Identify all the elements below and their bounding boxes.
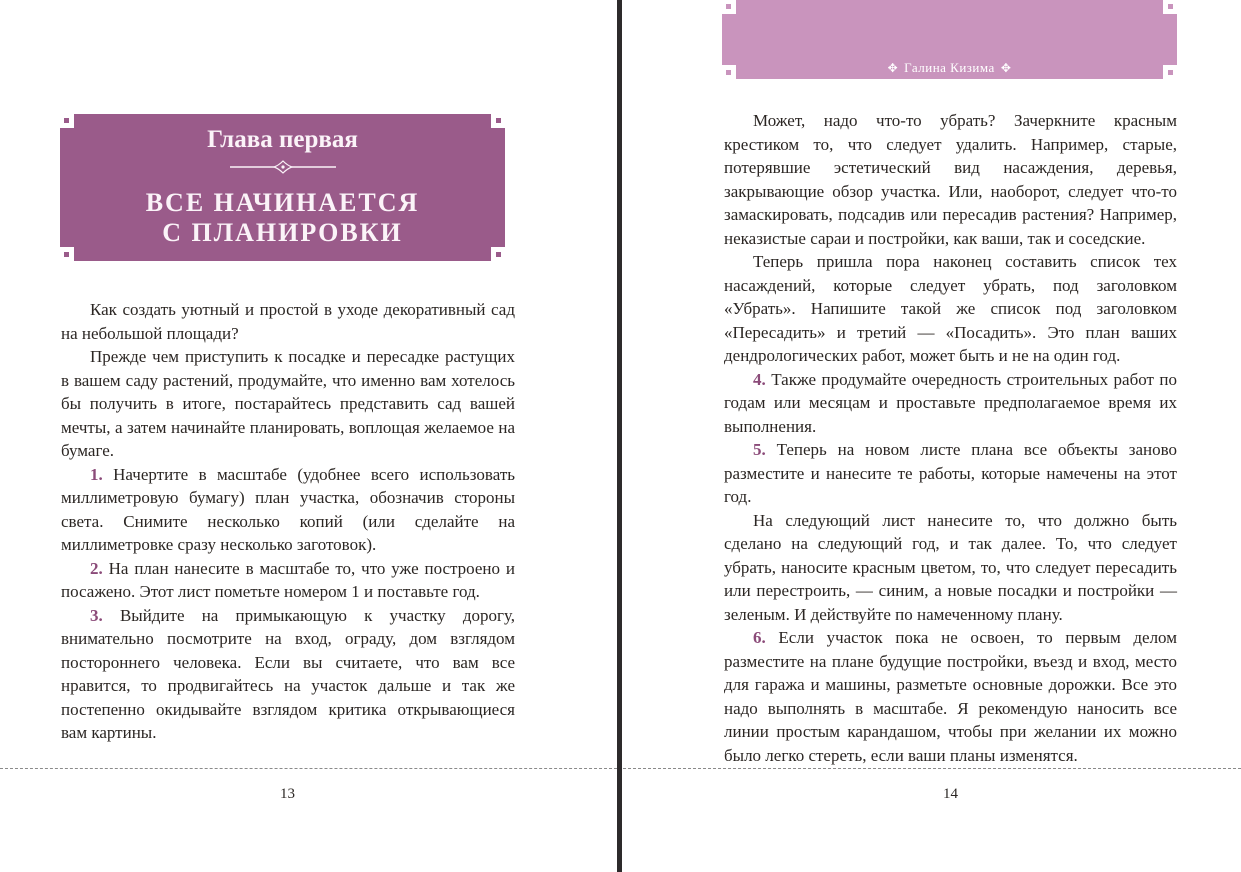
paragraph-text: Теперь на новом листе плана все объекты заново разместите и нанесите те работы, которые намечены на этот год. <box>724 440 1178 506</box>
page-number: 13 <box>280 786 295 802</box>
numbered-paragraph <box>61 557 515 604</box>
numbered-paragraph <box>724 368 1177 439</box>
step-number: 4. <box>753 369 766 389</box>
paragraph-text: Как создать уютный и простой в уходе декоративный сад на небольшой площади? <box>61 300 515 343</box>
numbered-paragraph <box>724 438 1177 509</box>
page-number: 14 <box>943 786 958 802</box>
fleuron-icon: ✥ <box>887 61 899 75</box>
paragraph-text: Теперь пришла пора наконец составить список тех насаждений, которые следует убрать, под заголовком «Убрать». Напишите такой же список под заголовком «Пересадить» и третий — «Посадить». Это план ваших дендрологических работ, может быть и не на один год. <box>724 252 1177 365</box>
paragraph-text: Начертите в масштабе (удобнее всего использовать миллиметровую бумагу) план участка, обозначив стороны света. Снимите несколько копий (или сделайте на миллиметровке сразу несколько заготовок). <box>61 464 516 554</box>
left-page <box>0 0 617 872</box>
step-number: 1. <box>90 464 103 484</box>
paragraph-text: Может, надо что-то убрать? Зачеркните красным крестиком то, что следует удалить. Например, старые, потерявшие эстетический вид насаждения, деревья, закрывающие обзор участка. Или, наоборот, следует что-то замаскировать, подсадив или пересадив растения? Например, неказистые сараи и постройки, как ваши, так и соседские. <box>724 111 1177 248</box>
right-page <box>623 0 1241 872</box>
numbered-paragraph <box>724 626 1177 767</box>
fleuron-icon: ✥ <box>1000 61 1012 75</box>
paragraph-text: Выйдите на примыкающую к участку дорогу, внимательно посмотрите на вход, ограду, дом взглядом постороннего человека. Если вы считаете, что вам все нравится, то продвигайтесь на участок дальше и так же постепенно окидывайте взглядом критика открывающиеся вам картины. <box>61 605 516 742</box>
numbered-paragraph <box>61 463 515 557</box>
book-spine <box>617 0 622 872</box>
running-head-band <box>722 0 1177 79</box>
numbered-paragraph <box>61 604 515 745</box>
step-number: 2. <box>90 558 103 578</box>
right-page-body-text <box>724 109 1177 767</box>
chapter-title <box>60 188 505 248</box>
chapter-label: Глава первая <box>207 126 358 153</box>
step-number: 3. <box>90 605 103 625</box>
step-number: 5. <box>753 440 766 459</box>
step-number: 6. <box>753 628 766 647</box>
paragraph-text: На план нанесите в масштабе то, что уже построено и посажено. Этот лист пометьте номером 1 и поставьте год. <box>61 558 515 601</box>
paragraph-text: Также продумайте очередность строительных работ по годам или месяцам и проставьте предполагаемое время их выполнения. <box>724 369 1178 436</box>
paragraph-text: Если участок пока не освоен, то первым делом разместите на плане будущие постройки, въезд и вход, место для гаража и машины, разметьте основные дорожки. Все это надо выполнять в масштабе. Я рекомендую наносить все линии простым карандашом, чтобы при желании их можно было легко стереть, если ваши планы изменятся. <box>724 628 1177 765</box>
paragraph <box>724 509 1177 627</box>
ornament-divider-icon <box>230 160 336 174</box>
paragraph <box>724 109 1177 250</box>
chapter-heading-box <box>60 114 505 261</box>
footer-dashed-rule <box>623 768 1241 769</box>
left-page-body-text <box>61 298 515 745</box>
paragraph-text: Прежде чем приступить к посадке и пересадке растущих в вашем саду растений, продумайте, что именно вам хотелось бы получить в итоге, постарайтесь представить сад вашей мечты, а затем начинайте планировать, воплощая желаемое на бумаге. <box>61 347 515 460</box>
paragraph <box>61 298 515 345</box>
chapter-title-line-1: ВСЕ НАЧИНАЕТСЯ <box>145 188 420 217</box>
paragraph <box>724 250 1177 368</box>
author-name: Галина Кизима <box>904 60 995 75</box>
running-head <box>722 60 1177 76</box>
footer-dashed-rule <box>0 768 617 769</box>
paragraph <box>61 345 515 463</box>
paragraph-text: На следующий лист нанесите то, что должно быть сделано на следующий год, и так далее. То, что следует убрать, наносите красным цветом, то, что следует пересадить или перестроить, — синим, а новые посадки и постройки — зеленым. И действуйте по намеченному плану. <box>724 510 1177 624</box>
chapter-title-line-2: С ПЛАНИРОВКИ <box>162 218 403 247</box>
